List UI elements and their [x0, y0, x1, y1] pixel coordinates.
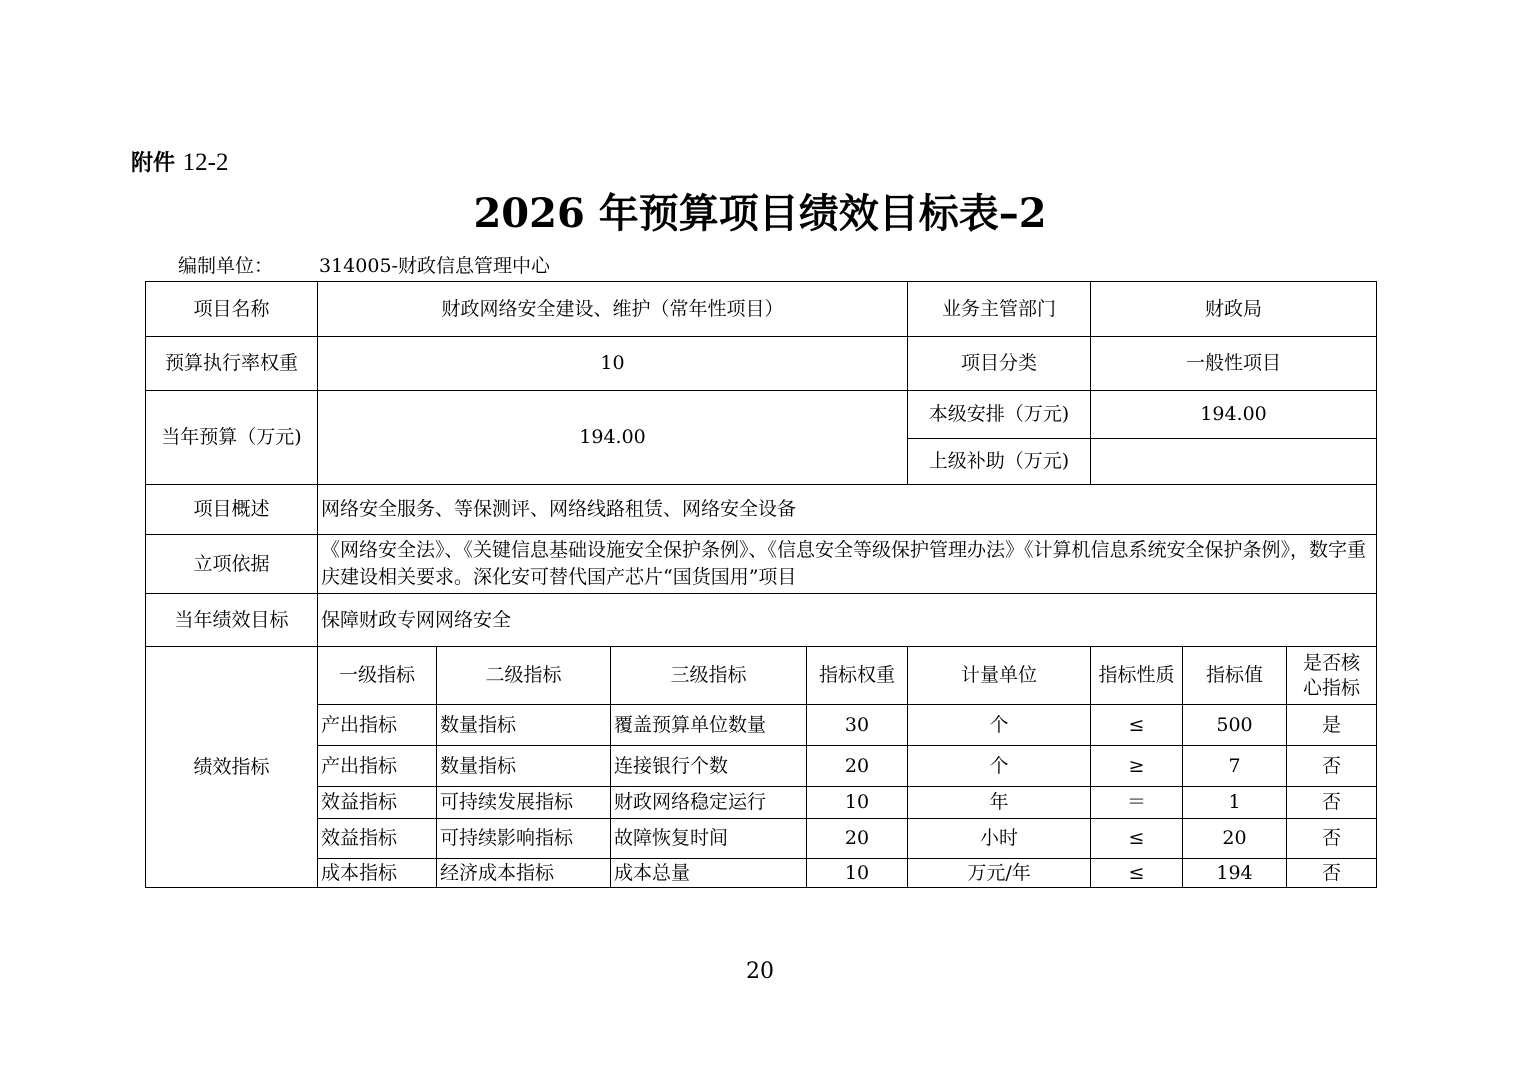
annual-budget-value: 194.00 [318, 391, 908, 485]
execution-rate-value: 10 [318, 337, 908, 391]
header-weight: 指标权重 [807, 647, 908, 705]
cell-level2: 数量指标 [437, 705, 611, 746]
cell-level1: 效益指标 [318, 787, 437, 819]
annual-goal-label: 当年绩效目标 [146, 594, 318, 647]
execution-rate-label: 预算执行率权重 [146, 337, 318, 391]
cell-nature: ≥ [1091, 746, 1183, 787]
document-title: 2026 年预算项目绩效目标表–2 [473, 190, 1047, 237]
table-row [146, 746, 1377, 787]
cell-core: 否 [1287, 859, 1377, 888]
cell-weight: 10 [807, 787, 908, 819]
cell-core: 否 [1287, 819, 1377, 859]
header-value: 指标值 [1183, 647, 1287, 705]
table-row [146, 705, 1377, 746]
header-level2: 二级指标 [437, 647, 611, 705]
cell-value: 1 [1183, 787, 1287, 819]
cell-nature: ≤ [1091, 819, 1183, 859]
overview-label: 项目概述 [146, 485, 318, 535]
dept-label: 业务主管部门 [908, 282, 1091, 337]
dept-value: 财政局 [1091, 282, 1377, 337]
local-allocation-value: 194.00 [1091, 391, 1377, 439]
page-number: 20 [746, 959, 774, 984]
cell-level3: 故障恢复时间 [611, 819, 807, 859]
compiling-unit-value: 314005-财政信息管理中心 [319, 255, 550, 277]
cell-unit: 小时 [908, 819, 1091, 859]
cell-unit: 个 [908, 746, 1091, 787]
header-nature: 指标性质 [1091, 647, 1183, 705]
cell-level3: 成本总量 [611, 859, 807, 888]
indicator-header-row [146, 647, 1377, 705]
basis-value: 《网络安全法》、《关键信息基础设施安全保护条例》、《信息安全等级保护管理办法》《计算机信息系统安全保护条例》，数字重庆建设相关要求。深化安可替代国产芯片“国货国用”项目 [318, 535, 1377, 594]
cell-level2: 数量指标 [437, 746, 611, 787]
project-name-label: 项目名称 [146, 282, 318, 337]
upper-subsidy-label: 上级补助（万元) [908, 439, 1091, 485]
cell-weight: 20 [807, 819, 908, 859]
table-row [146, 859, 1377, 888]
cell-level1: 产出指标 [318, 705, 437, 746]
attachment-prefix: 附件 [131, 151, 176, 176]
project-name-value: 财政网络安全建设、维护（常年性项目） [318, 282, 908, 337]
cell-core: 是 [1287, 705, 1377, 746]
row-budget-local [146, 391, 1377, 439]
cell-level3: 覆盖预算单位数量 [611, 705, 807, 746]
cell-core: 否 [1287, 787, 1377, 819]
cell-weight: 10 [807, 859, 908, 888]
row-annual-goal [146, 594, 1377, 647]
cell-level1: 效益指标 [318, 819, 437, 859]
category-value: 一般性项目 [1091, 337, 1377, 391]
cell-value: 500 [1183, 705, 1287, 746]
cell-nature: ≤ [1091, 705, 1183, 746]
cell-value: 7 [1183, 746, 1287, 787]
row-execution-rate [146, 337, 1377, 391]
cell-weight: 20 [807, 746, 908, 787]
table-row [146, 787, 1377, 819]
cell-level1: 成本指标 [318, 859, 437, 888]
cell-nature: ≤ [1091, 859, 1183, 888]
annual-goal-value: 保障财政专网网络安全 [318, 594, 1377, 647]
row-project-name [146, 282, 1377, 337]
indicator-section-label: 绩效指标 [146, 647, 318, 888]
cell-level3: 连接银行个数 [611, 746, 807, 787]
cell-level1: 产出指标 [318, 746, 437, 787]
overview-value: 网络安全服务、等保测评、网络线路租赁、网络安全设备 [318, 485, 1377, 535]
row-basis [146, 535, 1377, 594]
category-label: 项目分类 [908, 337, 1091, 391]
cell-weight: 30 [807, 705, 908, 746]
compiling-unit-label: 编制单位： [178, 255, 274, 277]
header-unit: 计量单位 [908, 647, 1091, 705]
row-overview [146, 485, 1377, 535]
upper-subsidy-value [1091, 439, 1377, 485]
attachment-number: 12-2 [182, 149, 229, 176]
cell-level3: 财政网络稳定运行 [611, 787, 807, 819]
header-level3: 三级指标 [611, 647, 807, 705]
performance-target-table [145, 281, 1377, 888]
basis-label: 立项依据 [146, 535, 318, 594]
cell-core: 否 [1287, 746, 1377, 787]
cell-level2: 可持续影响指标 [437, 819, 611, 859]
cell-nature: ＝ [1091, 787, 1183, 819]
table-row [146, 819, 1377, 859]
cell-level2: 经济成本指标 [437, 859, 611, 888]
annual-budget-label: 当年预算（万元) [146, 391, 318, 485]
compiling-unit [178, 253, 550, 279]
cell-unit: 万元/年 [908, 859, 1091, 888]
cell-value: 194 [1183, 859, 1287, 888]
header-core: 是否核心指标 [1287, 647, 1377, 705]
cell-value: 20 [1183, 819, 1287, 859]
cell-unit: 年 [908, 787, 1091, 819]
local-allocation-label: 本级安排（万元) [908, 391, 1091, 439]
cell-level2: 可持续发展指标 [437, 787, 611, 819]
cell-unit: 个 [908, 705, 1091, 746]
header-level1: 一级指标 [318, 647, 437, 705]
attachment-label [131, 146, 228, 180]
